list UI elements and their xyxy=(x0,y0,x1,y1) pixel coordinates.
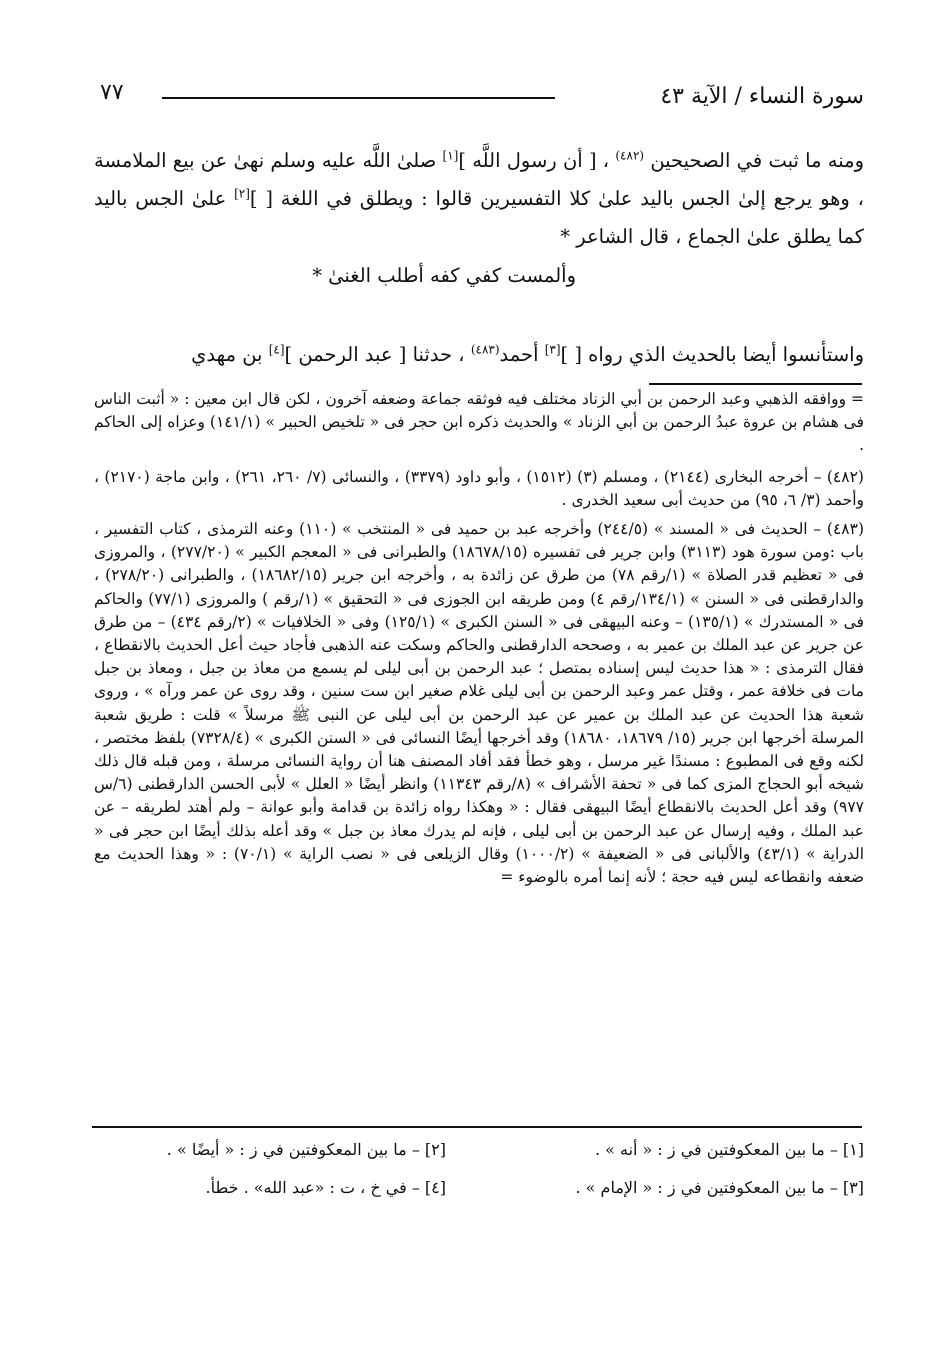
footnote-ref-482: (٤٨٢) xyxy=(615,148,645,163)
bracket-note-2: [٢] – ما بين المعكوفتين في ز : « أيضًا » . xyxy=(166,1140,446,1159)
footnote-ref-483: (٤٨٣) xyxy=(470,342,500,356)
main-text: ومنه ما ثبت في الصحيحين xyxy=(644,149,864,172)
main-text: ، حدثنا [ عبد الرحمن ] xyxy=(284,342,471,366)
bracket-note-3: [٣] – ما بين المعكوفتين في ز : « الإمام » . xyxy=(575,1178,864,1197)
main-text: أحمد xyxy=(499,342,545,366)
footnote-482: (٤٨٢) – أخرجه البخارى (٢١٤٤) ، ومسلم (٣) (١٥١٢) ، وأبو داود (٣٣٧٩) ، والنسائى (٧/ ٢٦٠، ٢٦١) ، وابن ماجة (٢١٧٠) ، وأحمد (٣/ ٦، ٩٥) من حديث أبى سعيد الخدرى . xyxy=(94,467,864,509)
main-text: علىٰ الجس باليد كما يطلق علىٰ الجماع ، قال الشاعر * xyxy=(94,187,864,248)
note-ref-3: [٣] xyxy=(544,342,561,356)
poetry-verse: وألمست كفي كفه أطلب الغنىٰ * xyxy=(312,264,576,287)
bracket-note-4: [٤] – في خ ، ت : «عبد الله» . خطأ. xyxy=(205,1178,446,1197)
main-text-paragraph-2 xyxy=(94,316,864,393)
footnotes-block xyxy=(94,388,864,895)
bracket-note-1: [١] – ما بين المعكوفتين في ز : « أنه » . xyxy=(594,1140,864,1159)
footnote-483: (٤٨٣) – الحديث فى « المسند » (٢٤٤/٥) وأخرجه عبد بن حميد فى « المنتخب » (١١٠) وعنه الترمذى ، كتاب التفسير ، باب :ومن سورة هود (٣١١٣) وابن جرير فى تفسيره (١٨٦٧٨/١٥) والطبرانى فى « المعجم الكبير » (٢٧٧/٢٠) ، والمروزى فى « تعظيم قدر الصلاة » (١/رقم ٧٨) من طرق عن زائدة به ، وأخرجه ابن جرير (١٨٦٨٢/١٥) ، والطبرانى (٢٧٨/٢٠) ، والدارقطنى فى « السنن » (١٣٤/١/رقم ٤) ومن طريقه ابن الجوزى فى « التحقيق » (١/رقم ) والمروزى (٧٧/١) والحاكم فى « المستدرك » (١٣٥/١) – وعنه البيهقى فى « السنن الكبرى » (١٢٥/١) وفى « الخلافيات » (٢/رقم ٤٣٤) – من طرق عن جرير عن عبد الملك بن عمير به ، وصححه الدارقطنى والحاكم وسكت عنه الذهبى فأجاد حيث أعل الحديث بالانقطاع ، فقال الترمذى : « هذا حديث ليس إسناده بمتصل ؛ عبد الرحمن بن أبى ليلى لم يسمع من معاذ بن جبل ، ومعاذ بن جبل مات فى خلافة عمر ، وقتل عمر وعبد الرحمن بن أبى ليلى غلام صغير ابن ست سنين ، وقد روى عن عمر ورآه » ، وروى شعبة هذا الحديث عن عبد الملك بن عمير عن عبد الرحمن بن أبى ليلى عن النبى ﷺ مرسلاً » قلت : طريق شعبة المرسلة أخرجها ابن جرير (١٥/ ١٨٦٧٩، ١٨٦٨٠) وقد أخرجها أيضًا النسائى فى « السنن الكبرى » (٧٣٢٨/٤) بلفظ مختصر ، لكنه وقع فى المطبوع : مسندًا غير مرسل ، وهو خطأ فقد أفاد المصنف هنا أن رواية النسائى مرسلة ، ومن قبله قال ذلك شيخه أبو الحجاج المزى كما فى « تحفة الأشراف » (٨/رقم ١١٣٤٣) وانظر أيضًا « العلل » لأبى الحسن الدارقطنى (٦/س ٩٧٧) وقد أعل الحديث بالانقطاع أيضًا البيهقى فقال : « وهكذا رواه زائدة بن قدامة وأبو عوانة – ولم أهتد لطريقه – عن عبد الملك ، وفيه إرسال عن عبد الرحمن بن أبى ليلى ، فإنه لم يدرك معاذ بن جبل » وقد أعله بذلك أيضًا ابن حجر فى « الدراية » (٤٣/١) والألبانى فى « الضعيفة » (١٠٠٠/٢) وقال الزيلعى فى « نصب الراية » (٧٠/١) : « وهذا الحديث مع ضعفه وانقطاعه ليس فيه حجة ؛ لأنه إنما أمره بالوضوء = xyxy=(94,520,865,887)
main-text: ، [ أن رسول اللَّه ] xyxy=(458,149,616,172)
main-text: بن مهدي xyxy=(191,342,269,366)
page-number: ٧٧ xyxy=(100,80,124,105)
main-text-paragraph-1 xyxy=(94,142,864,256)
footnote-continuation: = ووافقه الذهبي وعبد الرحمن بن أبي الزناد مختلف فيه فوثقه جماعة وضعفه آخرون ، لكن قال ابن معين : « أثبت الناس فى هشام بن عروة عبدُ الرحمن بن أبي الزناد » والحديث ذكره ابن حجر فى « تلخيص الحبير » (١٤١/١) وعزاه إلى الحاكم . xyxy=(93,390,864,455)
running-header-title: سورة النساء / الآية ٤٣ xyxy=(660,84,864,109)
note-ref-2: [٢] xyxy=(234,186,250,201)
notes-separator xyxy=(92,1126,862,1128)
main-text: صلىٰ اللَّه عليه وسلم نهىٰ عن بيع الملامسة ، وهو يرجع إلىٰ الجس باليد علىٰ كلا التفسيرين قالوا : ويطلق في اللغة [ ] xyxy=(94,149,864,210)
footnote-separator xyxy=(649,383,862,385)
note-ref-4: [٤] xyxy=(268,342,285,356)
note-ref-1: [١] xyxy=(442,148,459,163)
main-text: واستأنسوا أيضا بالحديث الذي رواه [ ] xyxy=(560,342,864,366)
header-rule xyxy=(162,97,555,99)
